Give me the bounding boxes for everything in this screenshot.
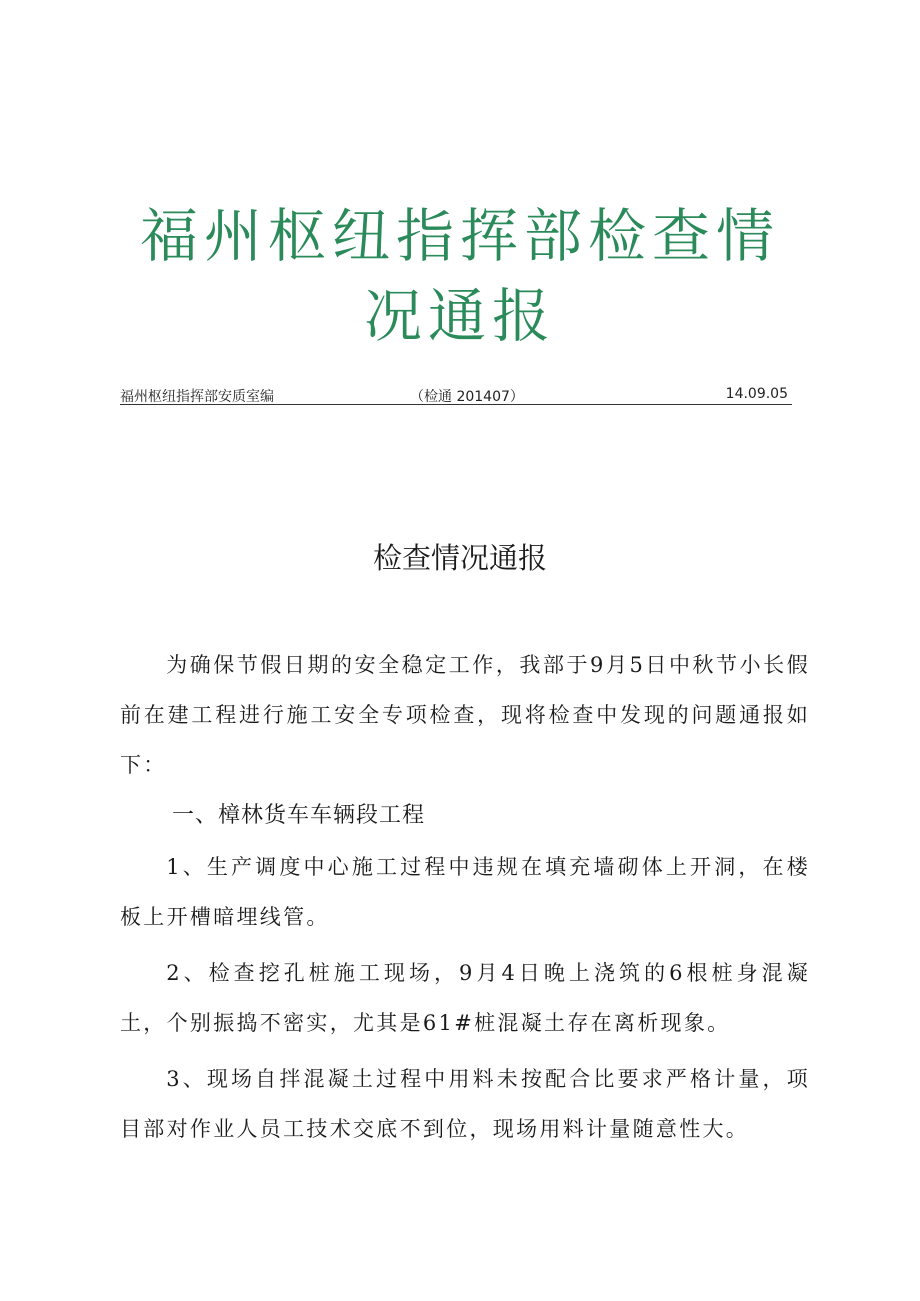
list-item: 2、检查挖孔桩施工现场，9月4日晚上浇筑的6根桩身混凝土，个别振捣不密实，尤其是61#桩混凝土存在离析现象。 [120, 961, 810, 1035]
section-heading: 一、樟林货车车辆段工程 [172, 803, 426, 828]
list-item: 1、生产调度中心施工过程中违规在填充墙砌体上开洞，在楼板上开槽暗埋线管。 [120, 855, 810, 929]
intro-paragraph: 为确保节假日期的安全稳定工作，我部于9月5日中秋节小长假前在建工程进行施工安全专项检查，现将检查中发现的问题通报如下： [120, 653, 810, 777]
issue-date: 14.09.05 [725, 386, 788, 402]
issuer-label: 福州枢纽指挥部安质室编 [120, 389, 274, 405]
document-title: 检查情况通报 [372, 541, 547, 575]
masthead-title: 福州枢纽指挥部检查情况通报 [139, 202, 780, 350]
issue-line [120, 384, 792, 405]
list-item: 3、现场自拌混凝土过程中用料未按配合比要求严格计量，项目部对作业人员工技术交底不到位，现场用料计量随意性大。 [120, 1067, 810, 1141]
issue-number: （检通 201407） [410, 389, 524, 405]
document-body [120, 640, 810, 1154]
